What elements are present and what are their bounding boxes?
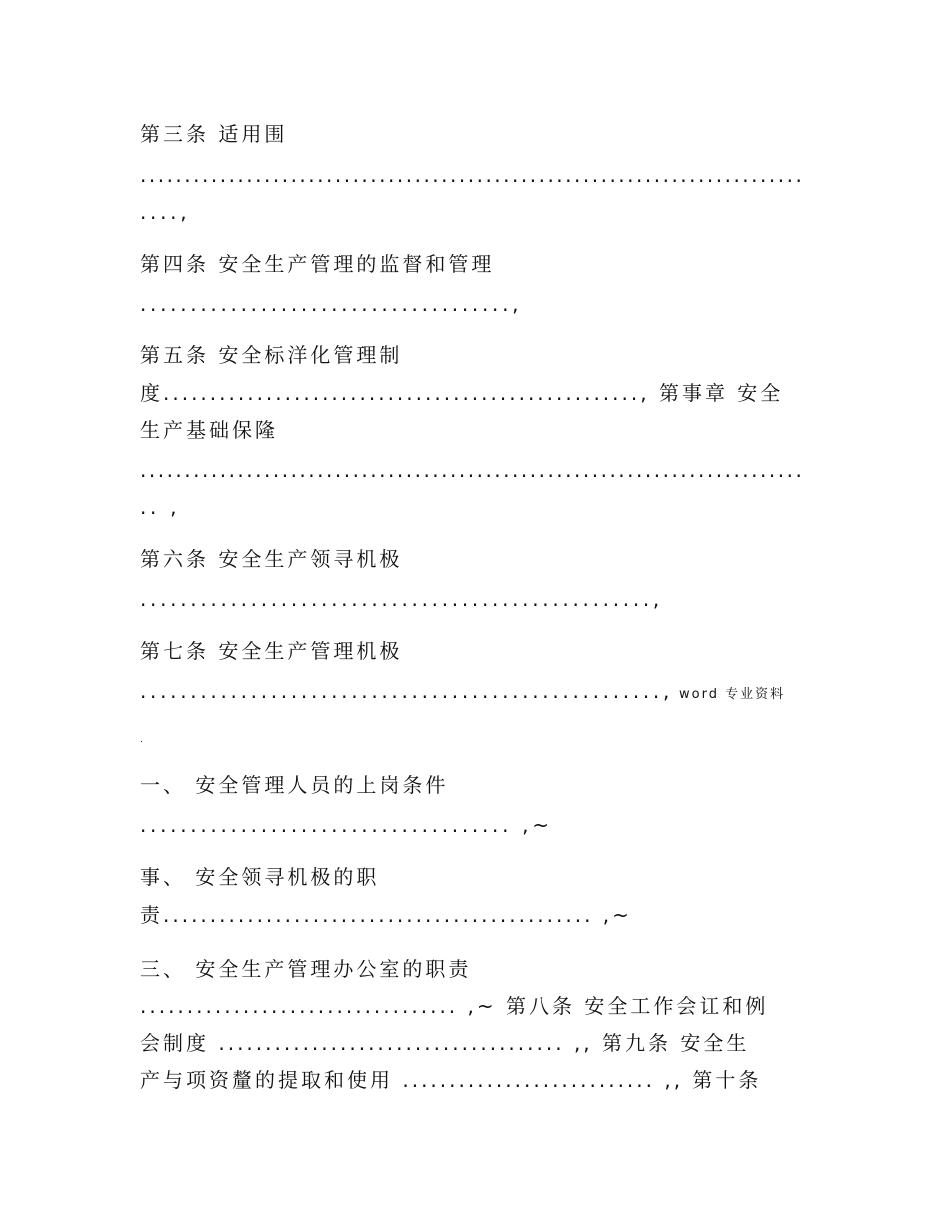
toc-entry-section-3: 三、 安全生产管理办公室的职责 bbox=[140, 957, 472, 981]
toc-entry-chapter-2: 生产基础保隆 bbox=[140, 418, 278, 442]
toc-leader-dots: ........................................................................... bbox=[140, 163, 805, 187]
toc-entry-article-5: 第五条 安全标洋化管理制 bbox=[140, 343, 403, 367]
toc-entry-article-6: 第六条 安全生产领寻机极 bbox=[140, 547, 403, 571]
toc-leader-dots: ...., bbox=[140, 200, 191, 224]
toc-leader-dots: ...................................................., bbox=[140, 679, 684, 703]
toc-leader-dots: ..................................... ,~ bbox=[140, 813, 553, 837]
toc-entry-section-2: 事、 安全领寻机极的职 bbox=[140, 865, 380, 889]
toc-entry-article-3: 第三条 适用围 bbox=[140, 122, 288, 146]
toc-entry-article-7: 第七条 安全生产管理机极 bbox=[140, 639, 403, 663]
footer-dot: . bbox=[140, 735, 143, 745]
watermark-text: word 专业资料 bbox=[679, 687, 786, 702]
toc-entry-article-5-cont: 度..................................................., 第事章 安全 bbox=[140, 381, 784, 405]
toc-entry-article-9: 会制度 ..................................... ,, 第九条 安全生 bbox=[140, 1031, 750, 1055]
toc-entry-article-8: .................................. ,~ 第八条 安全工作会讧和例 bbox=[140, 994, 769, 1018]
toc-entry-article-4: 第四条 安全生产管理的监督和管理 bbox=[140, 252, 495, 276]
toc-leader-dots: ........................................................................... bbox=[140, 458, 805, 482]
toc-entry-section-1: 一、 安全管理人员的上岗条件 bbox=[140, 773, 449, 797]
toc-entry-article-10: 产与项资釐的提取和使用 ........................... ,, 第十条 bbox=[140, 1068, 762, 1092]
toc-leader-dots: .. , bbox=[140, 495, 181, 519]
toc-entry-section-2-cont: 责.............................................. ,~ bbox=[140, 903, 632, 927]
toc-leader-dots: ..................................................., bbox=[140, 587, 663, 611]
toc-leader-dots: ....................................., bbox=[140, 292, 523, 316]
